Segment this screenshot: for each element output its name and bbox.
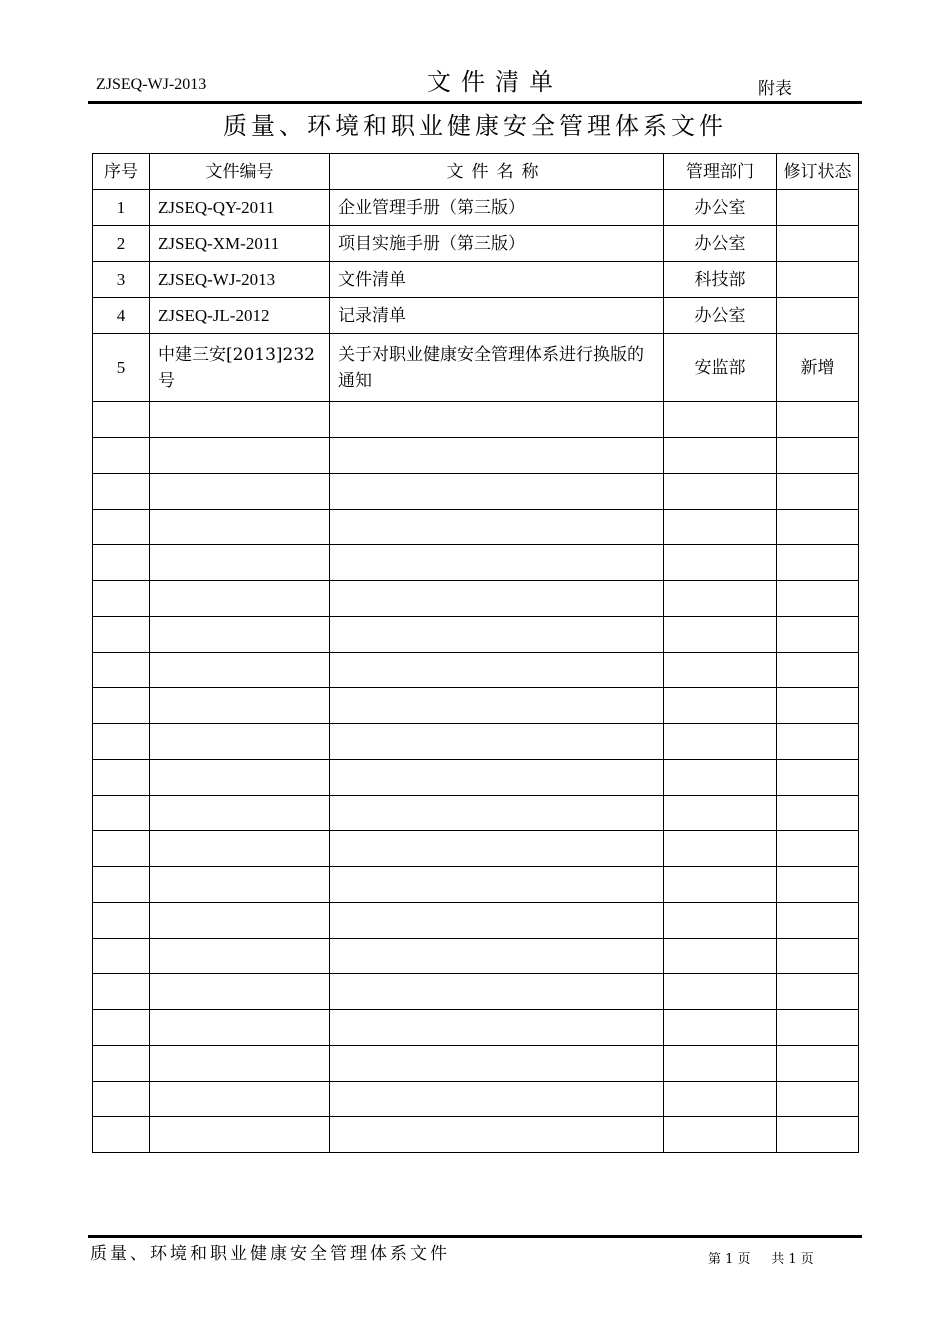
empty-cell — [150, 867, 330, 903]
empty-cell — [150, 795, 330, 831]
empty-cell — [664, 1081, 777, 1117]
cell-name: 企业管理手册（第三版） — [330, 190, 664, 226]
column-header-no: 序号 — [93, 154, 150, 190]
empty-cell — [330, 831, 664, 867]
cell-status: 新增 — [777, 334, 859, 402]
empty-cell — [330, 688, 664, 724]
empty-cell — [777, 1117, 859, 1153]
cell-code: 中建三安[2013]232号 — [150, 334, 330, 402]
empty-cell — [150, 1010, 330, 1046]
empty-row — [93, 902, 859, 938]
empty-cell — [150, 831, 330, 867]
footer-title: 质量、环境和职业健康安全管理体系文件 — [90, 1244, 450, 1264]
empty-cell — [93, 974, 150, 1010]
empty-cell — [150, 938, 330, 974]
empty-cell — [93, 438, 150, 474]
table-header-row — [93, 154, 859, 190]
cell-status — [777, 262, 859, 298]
empty-cell — [330, 1081, 664, 1117]
column-header-dept: 管理部门 — [664, 154, 777, 190]
empty-cell — [664, 438, 777, 474]
cell-name: 项目实施手册（第三版） — [330, 226, 664, 262]
empty-cell — [664, 902, 777, 938]
empty-cell — [93, 652, 150, 688]
empty-cell — [330, 581, 664, 617]
empty-cell — [330, 974, 664, 1010]
empty-cell — [93, 1010, 150, 1046]
cell-status — [777, 298, 859, 334]
empty-cell — [664, 831, 777, 867]
empty-cell — [777, 724, 859, 760]
empty-cell — [664, 652, 777, 688]
empty-cell — [664, 1045, 777, 1081]
empty-cell — [93, 545, 150, 581]
empty-cell — [330, 867, 664, 903]
total-pages: 共 1 页 — [771, 1252, 814, 1267]
empty-cell — [150, 759, 330, 795]
empty-cell — [330, 616, 664, 652]
empty-row — [93, 402, 859, 438]
empty-cell — [777, 473, 859, 509]
empty-row — [93, 1010, 859, 1046]
empty-row — [93, 974, 859, 1010]
empty-cell — [330, 402, 664, 438]
cell-dept: 科技部 — [664, 262, 777, 298]
cell-code: ZJSEQ-XM-2011 — [150, 226, 330, 262]
cell-name: 文件清单 — [330, 262, 664, 298]
empty-cell — [664, 402, 777, 438]
empty-cell — [777, 438, 859, 474]
cell-no: 5 — [93, 334, 150, 402]
empty-cell — [330, 473, 664, 509]
cell-no: 3 — [93, 262, 150, 298]
empty-cell — [93, 402, 150, 438]
empty-cell — [664, 545, 777, 581]
empty-cell — [150, 438, 330, 474]
empty-cell — [664, 795, 777, 831]
empty-cell — [150, 1081, 330, 1117]
cell-name: 记录清单 — [330, 298, 664, 334]
empty-cell — [777, 402, 859, 438]
empty-cell — [664, 759, 777, 795]
empty-cell — [93, 759, 150, 795]
empty-cell — [93, 473, 150, 509]
empty-cell — [664, 724, 777, 760]
empty-cell — [664, 473, 777, 509]
table-row — [93, 226, 859, 262]
cell-dept: 办公室 — [664, 190, 777, 226]
empty-cell — [664, 581, 777, 617]
empty-cell — [150, 974, 330, 1010]
empty-cell — [777, 867, 859, 903]
empty-cell — [664, 938, 777, 974]
empty-cell — [777, 974, 859, 1010]
empty-row — [93, 759, 859, 795]
empty-cell — [93, 1045, 150, 1081]
empty-cell — [777, 545, 859, 581]
empty-cell — [330, 545, 664, 581]
empty-cell — [777, 795, 859, 831]
empty-cell — [330, 1045, 664, 1081]
empty-cell — [330, 509, 664, 545]
empty-cell — [330, 652, 664, 688]
cell-status — [777, 190, 859, 226]
empty-cell — [664, 509, 777, 545]
empty-row — [93, 616, 859, 652]
cell-dept: 安监部 — [664, 334, 777, 402]
cell-code: ZJSEQ-JL-2012 — [150, 298, 330, 334]
empty-cell — [777, 1010, 859, 1046]
cell-no: 1 — [93, 190, 150, 226]
empty-cell — [777, 1081, 859, 1117]
empty-cell — [777, 759, 859, 795]
empty-cell — [150, 581, 330, 617]
empty-row — [93, 688, 859, 724]
empty-row — [93, 831, 859, 867]
empty-cell — [664, 616, 777, 652]
empty-cell — [664, 1117, 777, 1153]
empty-cell — [664, 688, 777, 724]
empty-cell — [93, 938, 150, 974]
table-body — [93, 190, 859, 1153]
empty-row — [93, 867, 859, 903]
empty-cell — [150, 1117, 330, 1153]
empty-row — [93, 795, 859, 831]
empty-row — [93, 581, 859, 617]
cell-code: ZJSEQ-QY-2011 — [150, 190, 330, 226]
empty-cell — [664, 1010, 777, 1046]
empty-row — [93, 724, 859, 760]
empty-row — [93, 509, 859, 545]
empty-cell — [150, 509, 330, 545]
cell-no: 2 — [93, 226, 150, 262]
empty-cell — [330, 759, 664, 795]
empty-row — [93, 473, 859, 509]
empty-cell — [330, 1010, 664, 1046]
document-list-table — [92, 153, 859, 1153]
empty-cell — [777, 902, 859, 938]
table-row — [93, 298, 859, 334]
cell-dept: 办公室 — [664, 226, 777, 262]
empty-cell — [93, 1117, 150, 1153]
empty-cell — [93, 902, 150, 938]
cell-name: 关于对职业健康安全管理体系进行换版的通知 — [330, 334, 664, 402]
empty-cell — [150, 616, 330, 652]
cell-code: ZJSEQ-WJ-2013 — [150, 262, 330, 298]
empty-cell — [93, 795, 150, 831]
page-number — [708, 1248, 814, 1267]
empty-cell — [664, 974, 777, 1010]
empty-cell — [93, 1081, 150, 1117]
empty-cell — [330, 724, 664, 760]
document-type-title: 文件清单 — [427, 68, 563, 96]
empty-cell — [777, 831, 859, 867]
empty-cell — [330, 1117, 664, 1153]
header-rule — [88, 101, 862, 104]
empty-cell — [664, 867, 777, 903]
current-page: 第 1 页 — [708, 1252, 751, 1267]
page-title: 质量、环境和职业健康安全管理体系文件 — [223, 112, 727, 140]
column-header-name: 文件名称 — [330, 154, 664, 190]
cell-status — [777, 226, 859, 262]
empty-cell — [150, 545, 330, 581]
table-row — [93, 262, 859, 298]
empty-cell — [150, 724, 330, 760]
column-header-status: 修订状态 — [777, 154, 859, 190]
empty-cell — [330, 938, 664, 974]
empty-cell — [777, 581, 859, 617]
empty-row — [93, 1117, 859, 1153]
empty-row — [93, 938, 859, 974]
empty-cell — [150, 402, 330, 438]
empty-cell — [93, 724, 150, 760]
empty-row — [93, 652, 859, 688]
empty-cell — [93, 831, 150, 867]
empty-cell — [93, 616, 150, 652]
empty-cell — [330, 438, 664, 474]
empty-cell — [330, 902, 664, 938]
empty-cell — [777, 938, 859, 974]
empty-cell — [150, 688, 330, 724]
cell-dept: 办公室 — [664, 298, 777, 334]
cell-no: 4 — [93, 298, 150, 334]
empty-cell — [777, 1045, 859, 1081]
empty-cell — [93, 867, 150, 903]
empty-cell — [777, 616, 859, 652]
table-row — [93, 190, 859, 226]
empty-row — [93, 1081, 859, 1117]
empty-cell — [150, 1045, 330, 1081]
empty-row — [93, 1045, 859, 1081]
empty-cell — [93, 688, 150, 724]
empty-cell — [150, 902, 330, 938]
empty-row — [93, 438, 859, 474]
footer-rule — [88, 1235, 862, 1238]
empty-cell — [330, 795, 664, 831]
empty-cell — [777, 509, 859, 545]
empty-cell — [93, 581, 150, 617]
empty-cell — [93, 509, 150, 545]
empty-cell — [150, 652, 330, 688]
column-header-code: 文件编号 — [150, 154, 330, 190]
empty-cell — [777, 688, 859, 724]
empty-cell — [777, 652, 859, 688]
document-code: ZJSEQ-WJ-2013 — [96, 76, 207, 93]
empty-cell — [150, 473, 330, 509]
appendix-label: 附表 — [758, 79, 792, 99]
empty-row — [93, 545, 859, 581]
table-row — [93, 334, 859, 402]
